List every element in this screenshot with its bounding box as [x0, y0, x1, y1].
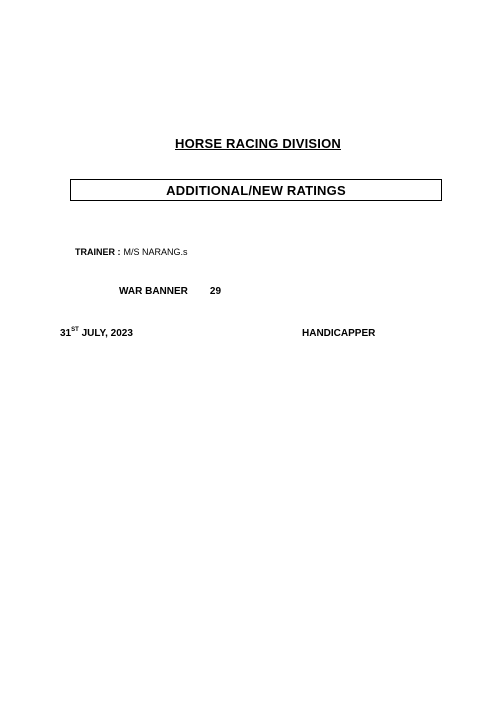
document-date [60, 328, 133, 339]
horse-row [119, 286, 221, 297]
date-suffix: ST [71, 327, 79, 333]
date-day: 31 [60, 328, 72, 339]
signatory-handicapper: HANDICAPPER [302, 328, 376, 339]
horse-rating: 29 [209, 286, 222, 297]
trainer-line [75, 247, 188, 257]
date-rest: JULY, 2023 [78, 328, 133, 339]
horse-name: WAR BANNER [119, 286, 188, 297]
division-title: HORSE RACING DIVISION [175, 136, 341, 151]
ratings-title-box [70, 179, 442, 201]
trainer-name: M/S NARANG.s [123, 247, 188, 257]
ratings-title: ADDITIONAL/NEW RATINGS [166, 182, 346, 198]
trainer-label: TRAINER : [75, 247, 121, 257]
